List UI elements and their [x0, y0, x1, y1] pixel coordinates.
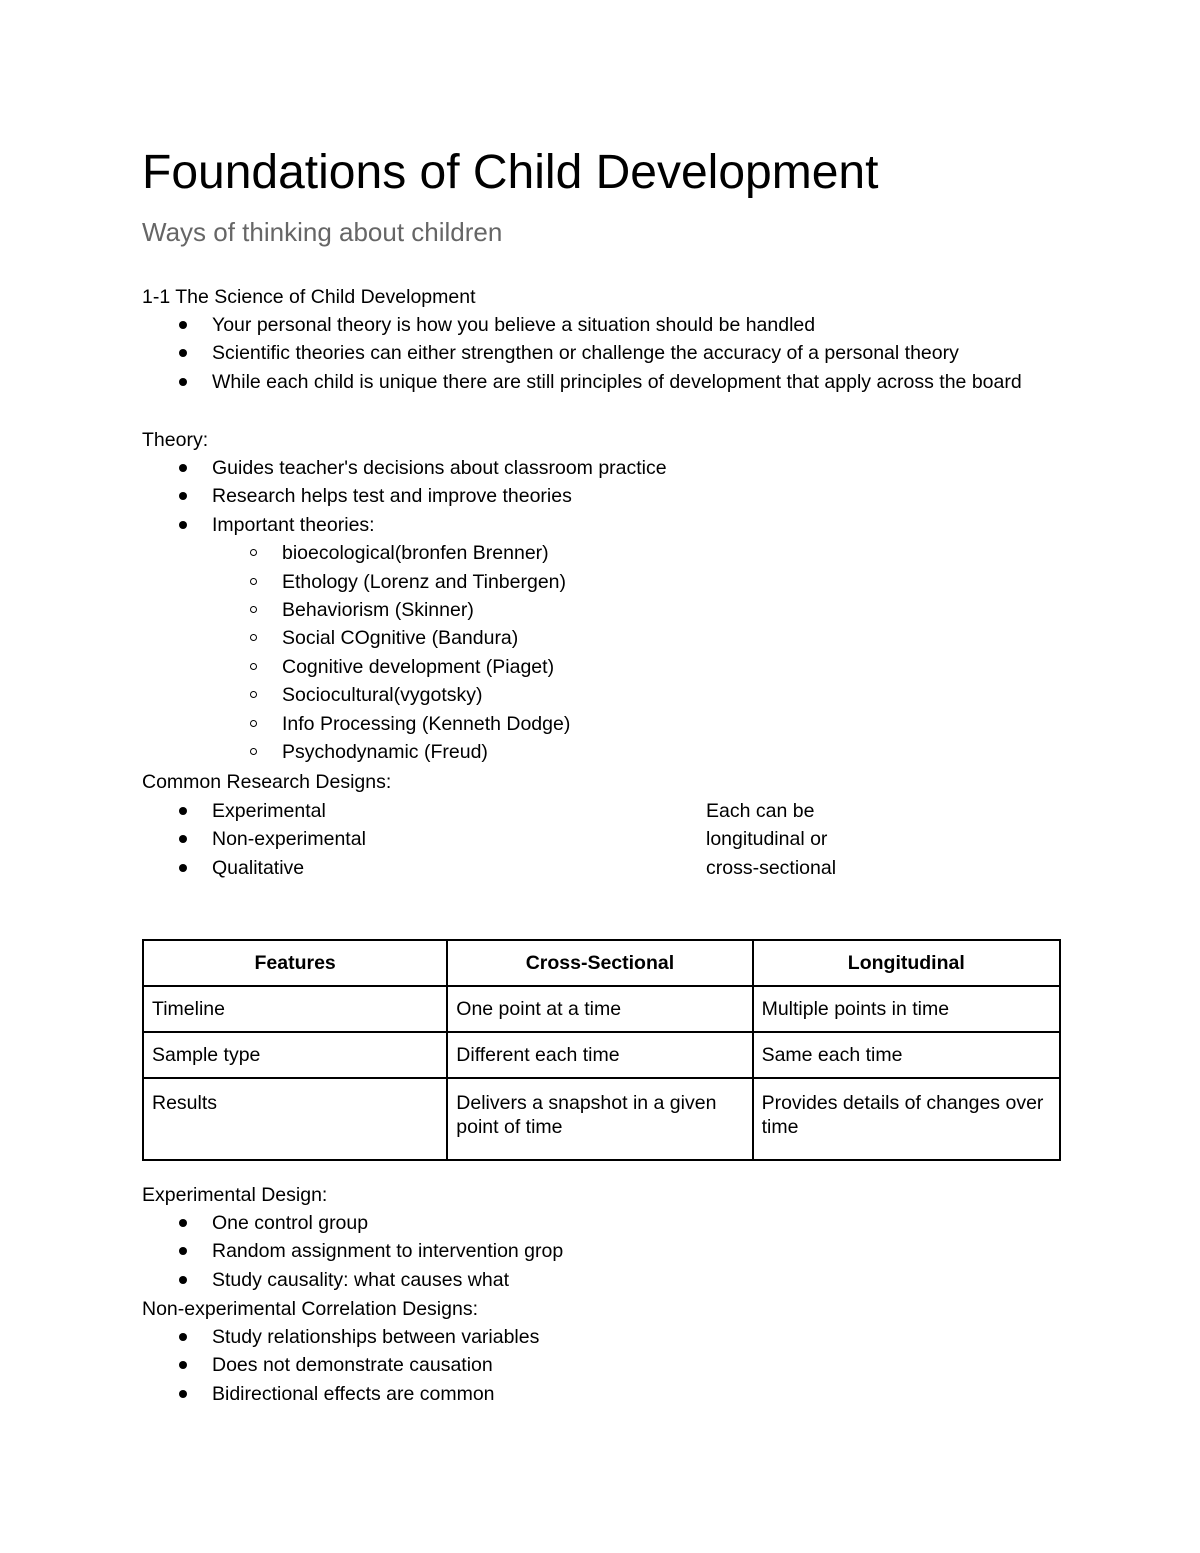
table-cell: Provides details of changes over time: [753, 1078, 1060, 1160]
list-item: [142, 511, 1062, 767]
list-item: Non-experimental: [142, 825, 642, 853]
list-item: Cognitive development (Piaget): [212, 653, 1062, 681]
table-header-cell: Features: [143, 940, 447, 986]
table-row: [143, 1078, 1060, 1160]
list-item: Random assignment to intervention grop: [142, 1237, 1062, 1265]
research-side-note: [706, 797, 896, 882]
important-theories-list: [212, 539, 1062, 766]
list-item: Behaviorism (Skinner): [212, 596, 1062, 624]
list-item: Your personal theory is how you believe a situation should be handled: [142, 311, 1062, 339]
table-header-cell: Cross-Sectional: [447, 940, 752, 986]
table-cell: Results: [143, 1078, 447, 1160]
comparison-table: [142, 939, 1061, 1161]
list-item: Experimental: [142, 797, 642, 825]
list-item: Research helps test and improve theories: [142, 482, 1062, 510]
list-item: Study causality: what causes what: [142, 1266, 1062, 1294]
table-cell: Sample type: [143, 1032, 447, 1078]
list-item: Qualitative: [142, 854, 642, 882]
section-heading-science: 1-1 The Science of Child Development: [142, 286, 476, 308]
list-item: Guides teacher's decisions about classroom practice: [142, 454, 1062, 482]
theory-bullet-list: [142, 454, 1062, 766]
list-item: Ethology (Lorenz and Tinbergen): [212, 568, 1062, 596]
list-item: Psychodynamic (Freud): [212, 738, 1062, 766]
table-cell: Different each time: [447, 1032, 752, 1078]
note-line: cross-sectional: [706, 856, 837, 879]
nonexperimental-bullet-list: [142, 1323, 1062, 1408]
page-title: Foundations of Child Development: [142, 146, 879, 199]
list-item: Bidirectional effects are common: [142, 1380, 1062, 1408]
table-cell: Same each time: [753, 1032, 1060, 1078]
table-row: [143, 1032, 1060, 1078]
note-line: longitudinal or: [706, 828, 828, 851]
table-header-row: [143, 940, 1060, 986]
list-item: While each child is unique there are still principles of development that apply across the board: [142, 368, 1062, 396]
table-cell: Timeline: [143, 986, 447, 1032]
list-item: Does not demonstrate causation: [142, 1351, 1062, 1379]
list-item: One control group: [142, 1209, 1062, 1237]
experimental-bullet-list: [142, 1209, 1062, 1294]
list-item: Study relationships between variables: [142, 1323, 1062, 1351]
page-subtitle: Ways of thinking about children: [142, 217, 503, 247]
table-header-cell: Longitudinal: [753, 940, 1060, 986]
section-heading-nonexperimental: Non-experimental Correlation Designs:: [142, 1298, 478, 1320]
table-row: [143, 986, 1060, 1032]
section-heading-experimental: Experimental Design:: [142, 1184, 328, 1206]
table-cell: Multiple points in time: [753, 986, 1060, 1032]
note-line: Each can be: [706, 800, 815, 822]
table-cell: One point at a time: [447, 986, 752, 1032]
list-item-label: Important theories:: [212, 513, 375, 536]
section-heading-research: Common Research Designs:: [142, 771, 392, 793]
list-item: Social COgnitive (Bandura): [212, 624, 1062, 652]
research-bullet-list: [142, 797, 642, 882]
section-heading-theory: Theory:: [142, 429, 209, 451]
science-bullet-list: [142, 311, 1062, 396]
list-item: Info Processing (Kenneth Dodge): [212, 710, 1062, 738]
list-item: bioecological(bronfen Brenner): [212, 539, 1062, 567]
table-cell: Delivers a snapshot in a given point of time: [447, 1078, 752, 1160]
list-item: Scientific theories can either strengthen or challenge the accuracy of a personal theory: [142, 339, 1062, 367]
list-item: Sociocultural(vygotsky): [212, 681, 1062, 709]
